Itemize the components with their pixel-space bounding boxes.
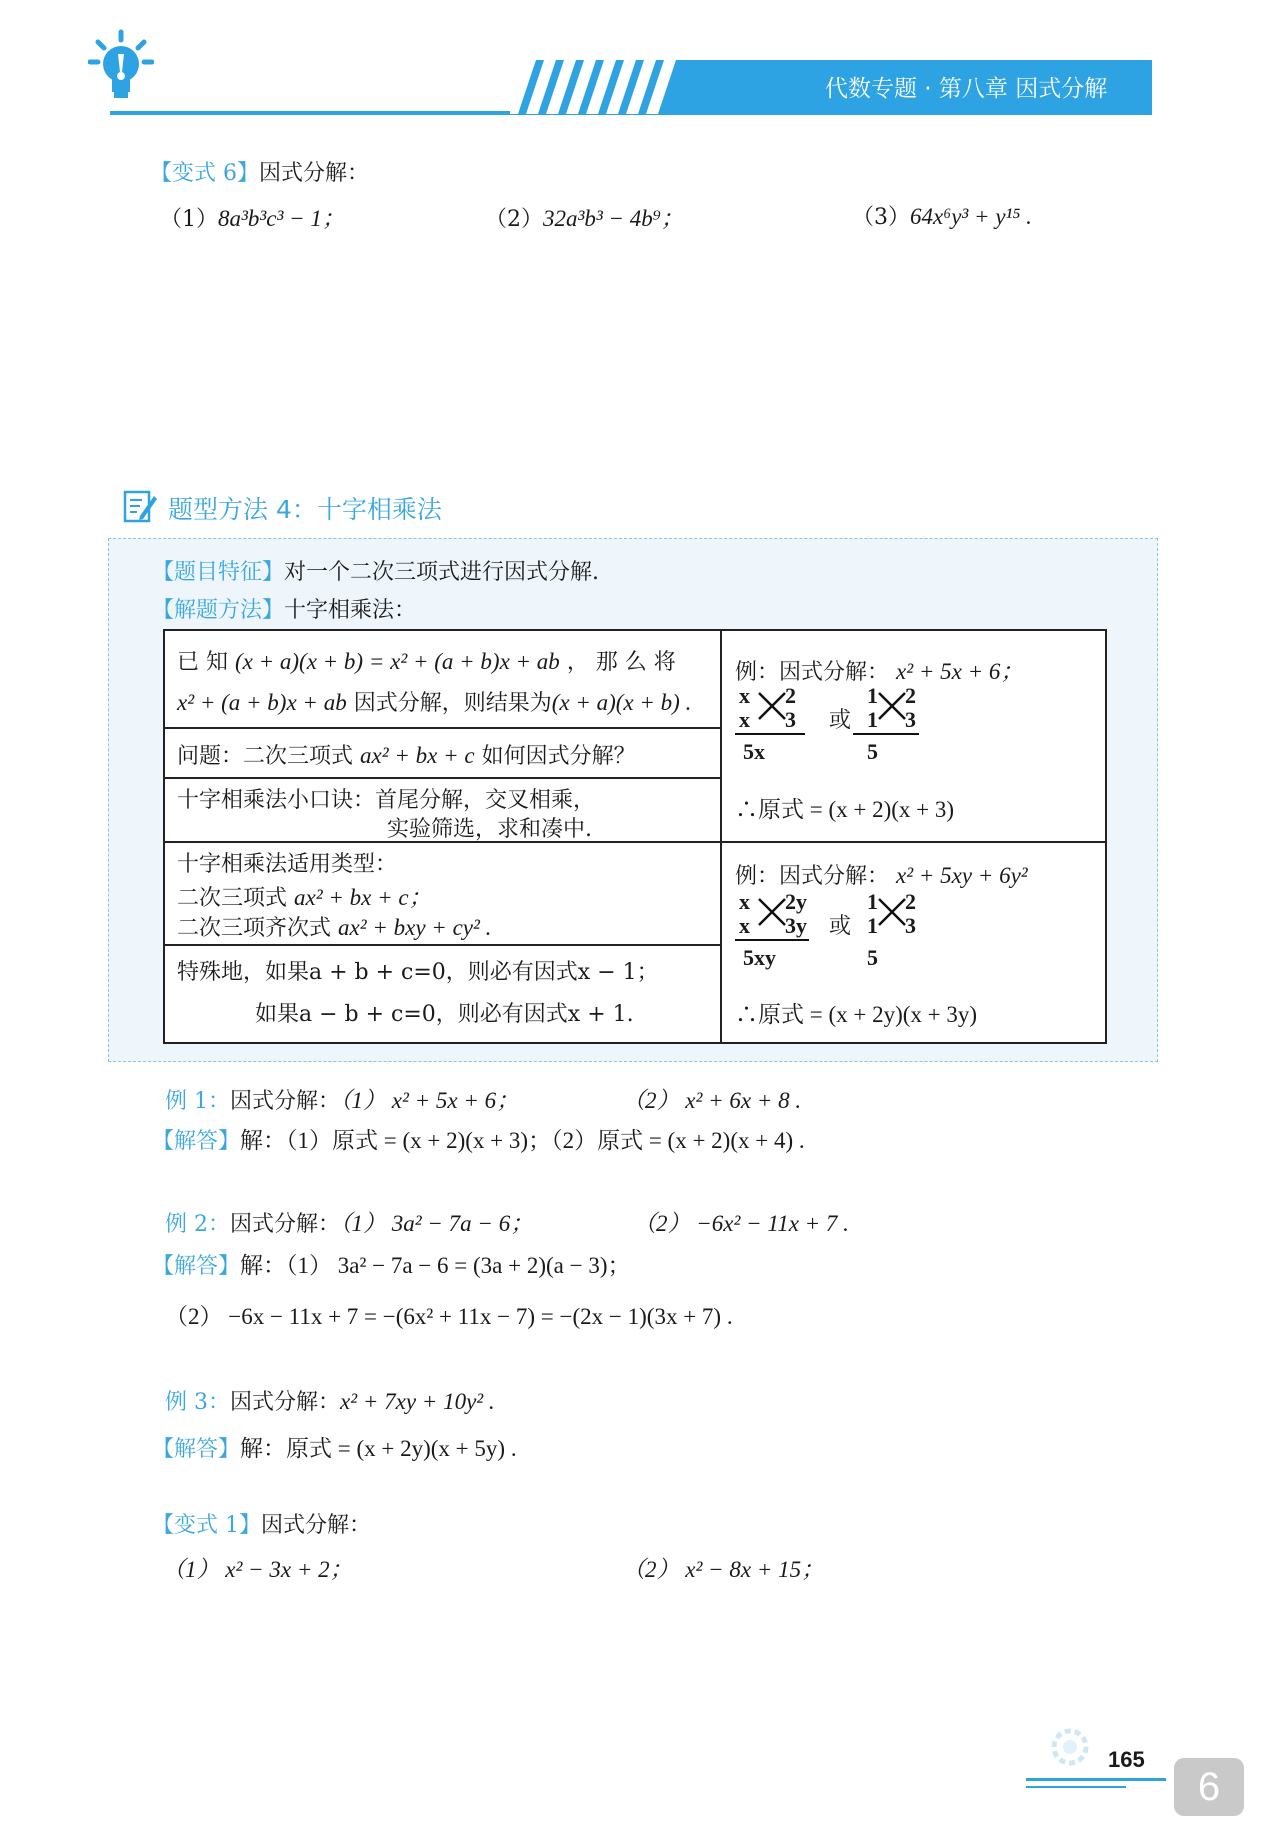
feature-label: 【题目特征】 (152, 560, 285, 585)
example-label: 例 1： (165, 1089, 230, 1114)
cross-right-bottom: 3 (905, 707, 916, 732)
cell5-line1: 特殊地，如果a + b + c=0，则必有因式x − 1； (177, 960, 659, 985)
cell-expression: x² + 5x + 6； (896, 659, 1024, 684)
cell-expression: ax² + bx + c； (294, 885, 432, 910)
example-2-answer-2: （2） −6x − 11x + 7 = −(6x² + 11x − 7) = −(2x − 1)(3x + 7) . (165, 1304, 733, 1329)
variant6-item-1 (160, 200, 345, 233)
note-pencil-icon (122, 488, 158, 524)
cell1-line1 (177, 645, 676, 676)
example-label: 例 3： (165, 1390, 230, 1415)
cross-diagram-b (735, 889, 1055, 969)
chapter-tab[interactable]: 6 (1174, 1758, 1244, 1816)
cell-text: ， 那 么 将 (566, 650, 676, 675)
cell5-line2: 如果a − b + c=0，则必有因式x + 1. (255, 1002, 634, 1027)
method-table (163, 629, 1107, 1044)
feature-text: 对一个二次三项式进行因式分解. (284, 560, 600, 585)
cross-right-top: 2 (905, 889, 916, 914)
variant6-prompt: 因式分解： (259, 161, 370, 186)
variant6-item-2 (485, 200, 684, 233)
answer-text: 解：（1）原式 = (x + 2)(x + 3)；（2）原式 = (x + 2)(x + 4) . (240, 1128, 805, 1153)
cell-text: 因式分解，则结果为 (353, 691, 552, 716)
answer-label: 【解答】 (152, 1129, 241, 1154)
gear-decoration-icon (1040, 1725, 1100, 1770)
cross-sum-rule (735, 733, 805, 735)
cross-sum: 5xy (743, 945, 776, 970)
item-expression: 64x⁶y³ + y¹⁵ . (910, 204, 1032, 229)
cross-left-bottom: 1 (867, 707, 878, 732)
cross-sum-rule (735, 939, 809, 941)
cell-text: 例：因式分解： (735, 864, 890, 889)
example-prompt: 因式分解： (230, 1089, 341, 1114)
example-b-result: ∴原式 = (x + 2y)(x + 3y) (735, 1002, 978, 1027)
footer-line (1026, 1778, 1166, 1781)
cell-text: 例：因式分解： (735, 660, 890, 685)
cell-text: 二次三项齐次式 (177, 916, 332, 941)
cell-expression: x² + (a + b)x + ab (177, 690, 347, 715)
variant1-q2: （2） x² − 8x + 15； (622, 1557, 825, 1582)
cell2 (177, 739, 636, 770)
cross-left-bottom: x (739, 707, 750, 732)
footer-line (1026, 1786, 1126, 1788)
cell4-line2 (177, 879, 432, 912)
cross-right-bottom: 3 (905, 913, 916, 938)
item-expression: 32a³b³ − 4b⁹； (543, 206, 684, 231)
example-a-result: ∴原式 = (x + 2)(x + 3) (735, 797, 955, 822)
cross-right-bottom: 3y (785, 913, 807, 938)
cell-expression: ax² + bx + c (360, 743, 475, 768)
cell1-line2 (177, 686, 691, 717)
variant1-q1: （1） x² − 3x + 2； (162, 1557, 353, 1582)
answer-label: 【解答】 (152, 1254, 241, 1279)
cross-icon (877, 691, 907, 721)
cross-left-top: x (739, 683, 750, 708)
example-2 (165, 1205, 533, 1238)
cell3-line1: 十字相乘法小口诀：首尾分解，交叉相乘， (177, 788, 596, 813)
cell-text: 二次三项式 (177, 886, 288, 911)
cell-expression: (x + a)(x + b) = x² + (a + b)x + ab (235, 649, 560, 674)
table-rule (165, 777, 721, 779)
cross-right-top: 2y (785, 889, 807, 914)
cell3-line2: 实验筛选，求和凑中. (387, 817, 592, 842)
cross-left-top: x (739, 889, 750, 914)
answer-label: 【解答】 (152, 1437, 241, 1462)
cross-sum: 5 (867, 739, 878, 764)
cross-left-top: 1 (867, 683, 878, 708)
cross-sum: 5 (867, 945, 878, 970)
example-1-q2: （2） x² + 6x + 8 . (622, 1088, 802, 1113)
feature-line (152, 555, 599, 586)
cross-right-top: 2 (905, 683, 916, 708)
example-2-answer (152, 1247, 631, 1280)
example-1 (165, 1082, 519, 1115)
table-rule (165, 727, 721, 729)
or-text: 或 (829, 914, 852, 939)
cross-left-bottom: 1 (867, 913, 878, 938)
approach-label: 【解题方法】 (152, 598, 285, 623)
cell-text: 已 知 (177, 650, 228, 675)
variant6-label: 【变式 6】 (150, 161, 259, 186)
example-label: 例 2： (165, 1212, 230, 1237)
cell-expression: (x + a)(x + b) . (551, 690, 692, 715)
cell4-line3 (177, 911, 491, 942)
example-a-heading (735, 653, 1023, 686)
example-1-answer (152, 1122, 805, 1155)
example-question: x² + 7xy + 10y² . (340, 1389, 495, 1414)
answer-text: 解：（1） 3a² − 7a − 6 = (3a + 2)(a − 3)； (240, 1253, 631, 1278)
page-number: 165 (1108, 1747, 1145, 1772)
example-prompt: 因式分解： (230, 1212, 341, 1237)
example-b-heading (735, 859, 1028, 890)
header-title: 代数专题 · 第八章 因式分解 (825, 76, 1108, 102)
variant1-label: 【变式 1】 (152, 1513, 261, 1538)
table-divider (720, 631, 722, 1042)
example-2-q2: （2） −6x² − 11x + 7 . (633, 1211, 849, 1236)
cross-icon (877, 897, 907, 927)
item-number: （3） (852, 205, 910, 230)
variant1-prompt: 因式分解： (261, 1513, 372, 1538)
item-expression: 8a³b³c³ − 1； (218, 206, 345, 231)
example-3-answer (152, 1430, 517, 1463)
cell-text: 问题：二次三项式 (177, 744, 354, 769)
item-number: （1） (160, 207, 218, 232)
cross-left-bottom: x (739, 913, 750, 938)
example-question: （1） 3a² − 7a − 6； (340, 1211, 534, 1236)
section-title: 题型方法 4：十字相乘法 (168, 495, 442, 524)
cross-sum-rule (853, 733, 919, 735)
item-number: （2） (485, 207, 543, 232)
cell-expression: ax² + bxy + cy² . (338, 915, 492, 940)
cross-sum: 5x (743, 739, 765, 764)
cross-icon (757, 897, 787, 927)
cross-right-top: 2 (785, 683, 796, 708)
example-3 (165, 1385, 495, 1416)
table-rule (165, 944, 721, 946)
cross-diagram-a (735, 683, 1055, 763)
lightbulb-icon (88, 28, 154, 100)
variant6-item-3 (852, 200, 1032, 231)
example-prompt: 因式分解： (230, 1390, 341, 1415)
header-stripes (510, 60, 710, 114)
cross-left-top: 1 (867, 889, 878, 914)
approach-text: 十字相乘法： (284, 598, 417, 623)
example-question: （1） x² + 5x + 6； (340, 1088, 520, 1113)
variant6-heading (150, 156, 369, 187)
table-rule (165, 841, 1105, 843)
answer-text: 解：原式 = (x + 2y)(x + 5y) . (240, 1436, 517, 1461)
header-logo (88, 28, 154, 100)
cross-right-bottom: 3 (785, 707, 796, 732)
variant1-heading (152, 1508, 371, 1539)
cross-icon (757, 691, 787, 721)
cell-expression: x² + 5xy + 6y² (896, 863, 1028, 888)
approach-line (152, 593, 416, 624)
or-text: 或 (829, 708, 852, 733)
cell4-line1: 十字相乘法适用类型： (177, 852, 398, 877)
cell-text: 如何因式分解？ (481, 744, 636, 769)
